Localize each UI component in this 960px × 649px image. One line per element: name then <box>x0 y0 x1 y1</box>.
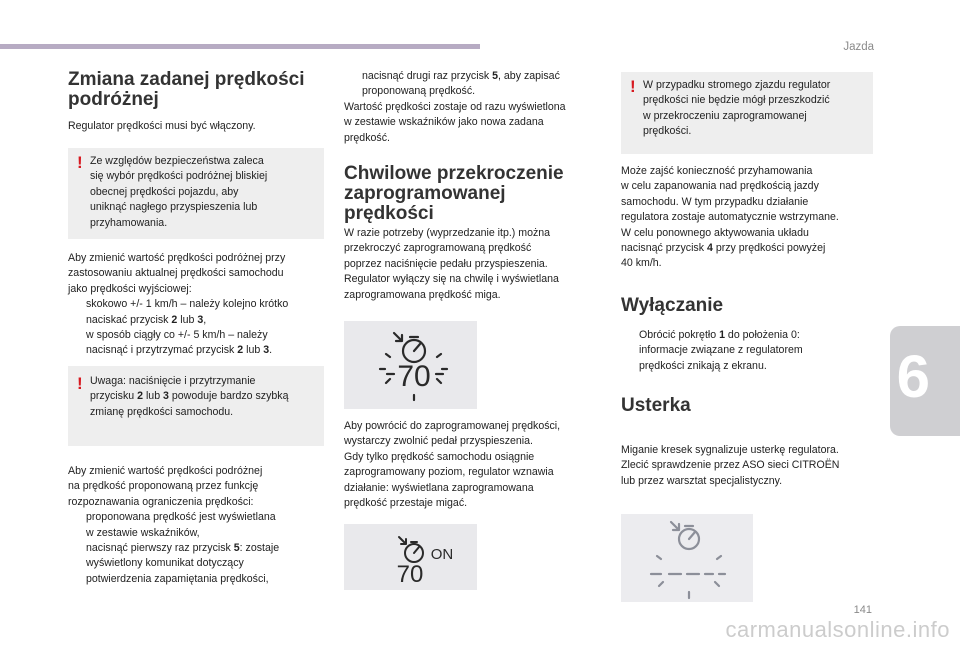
bullet-glyph <box>344 69 362 100</box>
paragraph-fault: Miganie kresek sygnalizuje usterkę regulatora. Zlecić sprawdzenie przez ASO sieci CITROËN lub przez warsztat specjalistyczny. <box>621 444 840 487</box>
display-value: 70 <box>397 360 431 393</box>
paragraph-return: Aby powrócić do zaprogramowanej prędkości, wystarczy zwolnić pedał przyspieszenia. Gdy tylko prędkość samochodu osiągnie zaprogramowany poziom, regulator wznawia działanie: wyświetlana zaprogramowana prędkość przestaje migać. <box>344 420 561 510</box>
list-item: w sposób ciągły co +/- 5 km/h – należy nacisnąć i przytrzymać przycisk 2 lub 3. <box>68 328 324 359</box>
cruise-on-display-icon <box>344 524 477 590</box>
bullet-glyph <box>68 541 86 587</box>
cruise-blinking-display-icon <box>344 321 477 409</box>
figure-blinking-speed <box>344 321 477 409</box>
paragraph-proposed-speed: Aby zmienić wartość prędkości podróżnej na prędkość proponowaną przez funkcję rozpoznawania ograniczenia prędkości: proponowana prędkość jest wyświetlana w zestawie wskaźników, nacisnąć pierwszy raz przycisk 5: zostaje wyświetlony komunikat dotyczący potwierdzenia zapamiętania prędkości, <box>68 464 324 587</box>
cruise-fault-display-icon <box>621 514 753 602</box>
list-item: nacisnąć pierwszy raz przycisk 5: zostaje wyświetlony komunikat dotyczący potwierdzenia zapamiętania prędkości, <box>68 541 324 587</box>
list-item: skokowo +/- 1 km/h – należy kolejno krótko naciskać przycisk 2 lub 3, <box>68 297 324 328</box>
display-state: ON <box>430 546 454 563</box>
bullet-glyph <box>68 510 86 541</box>
watermark: carmanualsonline.info <box>725 617 950 642</box>
chapter-number: 6 <box>896 343 930 410</box>
title-temporary-exceed: Chwilowe przekroczenie zaprogramowanej prędkości <box>344 163 564 224</box>
display-value: 70 <box>396 561 424 588</box>
title-switch-off: Wyłączanie <box>621 295 724 316</box>
header-accent-bar <box>0 44 480 49</box>
warning-box-note: ! Uwaga: naciśnięcie i przytrzymanie przycisku 2 lub 3 powoduje bardzo szybką zmianę prędkości samochodu. <box>68 366 324 446</box>
bullet-glyph <box>68 297 86 328</box>
bullet-glyph <box>621 328 639 374</box>
page-number: 141 <box>853 604 872 616</box>
list-item: proponowana prędkość jest wyświetlana w zestawie wskaźników, <box>68 510 324 541</box>
paragraph-change-method: Aby zmienić wartość prędkości podróżnej przy zastosowaniu aktualnej prędkości samochodu jako prędkości wyjściowej: skokowo +/- 1 km/h – należy kolejno krótko naciskać przycisk 2 lub 3, w sposób ciągły co +/- 5 km/h – należy nacisnąć i przytrzymać przycisk 2 lub 3. <box>68 251 324 359</box>
figure-speed-on <box>344 524 477 590</box>
paragraph-braking: Może zajść konieczność przyhamowania w celu zapanowania nad prędkością jazdy samochodu. W tym przypadku działanie regulatora zostaje automatycznie wstrzymane. W celu ponownego aktywowania układu nacisnąć przycisk 4 przy prędkości powyżej 40 km/h. <box>621 165 839 270</box>
warning-box-descent: ! W przypadku stromego zjazdu regulator prędkości nie będzie mógł przeszkodzić w przekroczeniu zaprogramowanej prędkości. <box>621 72 873 154</box>
warning-icon: ! <box>77 153 83 172</box>
warning-icon: ! <box>77 374 83 393</box>
list-item: Obrócić pokrętło 1 do położenia 0: informacje związane z regulatorem prędkości znikają z ekranu. <box>621 328 875 374</box>
list-item: nacisnąć drugi raz przycisk 5, aby zapisać proponowaną prędkość. <box>344 69 602 100</box>
intro-text: Regulator prędkości musi być włączony. <box>68 120 256 132</box>
figure-fault-dashes <box>621 514 753 602</box>
paragraph-exceed: W razie potrzeby (wyprzedzanie itp.) można przekroczyć zaprogramowaną prędkość poprzez naciśnięcie pedału przyspieszenia. Regulator wyłączy się na chwilę i wyświetlana zaprogramowana prędkość miga. <box>344 227 559 301</box>
warning-box-safety: ! Ze względów bezpieczeństwa zaleca się wybór prędkości podróżnej bliskiej obecnej prędkości pojazdu, aby uniknąć nagłego przyspieszenia lub przyhamowania. <box>68 148 324 239</box>
warning-icon: ! <box>630 77 636 96</box>
section-label: Jazda <box>843 41 874 53</box>
bullet-glyph <box>68 328 86 359</box>
title-change-speed: Zmiana zadanej prędkości podróżnej <box>68 69 305 110</box>
paragraph-switch-off <box>621 328 875 374</box>
paragraph-confirm: nacisnąć drugi raz przycisk 5, aby zapisać proponowaną prędkość. Wartość prędkości zostaje od razu wyświetlona w zestawie wskaźników jako nowa zadana prędkość. <box>344 69 602 146</box>
title-fault: Usterka <box>621 395 691 416</box>
